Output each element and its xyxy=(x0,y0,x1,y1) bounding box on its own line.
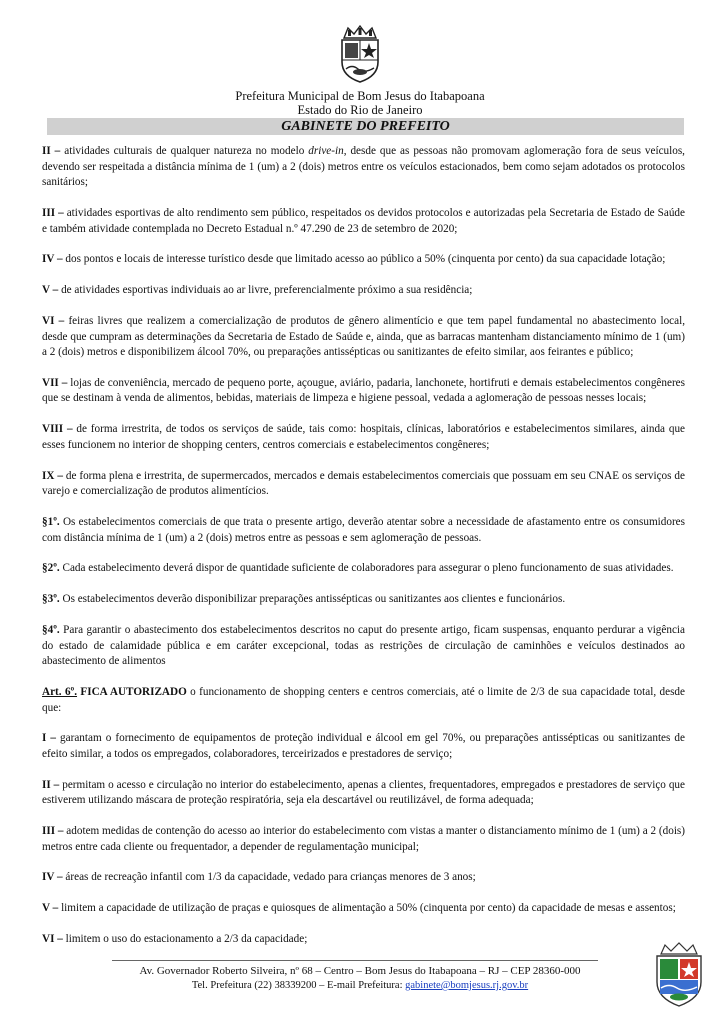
paragraph xyxy=(42,422,685,453)
paragraph xyxy=(42,731,685,762)
item-number: §1º. xyxy=(42,516,60,528)
paragraph xyxy=(42,932,685,948)
document-body xyxy=(42,144,685,963)
paragraph xyxy=(42,561,685,577)
paragraph-text: Para garantir o abastecimento dos estabelecimentos descritos no caput do presente artigo, ficam suspensas, enquanto perdurar a vigência do estado de calamidade pública e em caráter excepcional, todas as restrições de circulação de caminhões e veículos destinados ao abastecimento de alimentos xyxy=(42,623,685,668)
item-number: VI – xyxy=(42,932,63,945)
item-number: VI – xyxy=(42,314,65,327)
item-number: V – xyxy=(42,902,59,915)
institution-name: Prefeitura Municipal de Bom Jesus do Itabapoana xyxy=(235,89,485,103)
state-name: Estado do Rio de Janeiro xyxy=(297,103,423,117)
footer-contact xyxy=(0,979,720,992)
item-number: II – xyxy=(42,145,61,157)
paragraph xyxy=(42,778,685,809)
paragraph-text: de atividades esportivas individuais ao ar livre, preferencialmente próximo a sua residência; xyxy=(58,284,473,297)
item-number: II – xyxy=(42,778,60,791)
paragraph xyxy=(42,206,685,237)
coat-of-arms-icon xyxy=(334,24,386,84)
article-number: Art. 6º. xyxy=(42,685,78,698)
paragraph xyxy=(42,870,685,886)
paragraph-text: limitem a capacidade de utilização de praças e quiosques de alimentação a 50% (cinquenta por cento) da capacidade de mesas e assentos; xyxy=(58,902,676,915)
paragraph-text: áreas de recreação infantil com 1/3 da capacidade, vedado para crianças menores de 3 anos; xyxy=(62,871,476,884)
item-number: III – xyxy=(42,206,64,219)
item-number: VII – xyxy=(42,376,68,389)
paragraph-text: o funcionamento de shopping centers e centros comerciais, até o limite de 2/3 de sua capacidade total, desde que: xyxy=(42,685,685,714)
paragraph-text: de forma irrestrita, de todos os serviços de saúde, tais como: hospitais, clínicas, laboratórios e estabelecimentos similares, ainda que esses funcionem no interior de shopping centers, centros comerciais e estabelecimentos congêneres; xyxy=(42,423,685,451)
paragraph-text: adotem medidas de contenção do acesso ao interior do estabelecimento com vistas a manter o distanciamento mínimo de 1 (um) a 2 (dois) metros entre cada cliente ou frequentador, a depender de regulamentação municipal; xyxy=(42,825,686,853)
paragraph xyxy=(42,252,685,268)
paragraph-text: permitam o acesso e circulação no interior do estabelecimento, apenas a clientes, frequentadores, empregados e prestadores de serviço que estiverem utilizando máscara de proteção respiratória, seja ela descartável ou reutilizável, de forma adequada; xyxy=(42,778,685,807)
paragraph-text: garantam o fornecimento de equipamentos de proteção individual e álcool em gel 70%, ou preparações antissépticas ou sanitizantes de efeito similar, a todos os empregados, colaboradores, terceirizados e prestadores de serviço; xyxy=(42,732,685,760)
paragraph xyxy=(42,901,685,917)
item-number: VIII – xyxy=(42,423,73,436)
municipal-badge-icon xyxy=(651,942,707,1008)
item-number: IV – xyxy=(42,871,63,884)
paragraph-text: dos pontos e locais de interesse turístico desde que limitado acesso ao público a 50% (cinquenta por cento) da sua capacidade lotação; xyxy=(62,253,666,266)
paragraph xyxy=(42,515,685,546)
item-number: I – xyxy=(42,732,56,745)
paragraph xyxy=(42,314,685,361)
footer-contact-text: Tel. Prefeitura (22) 38339200 – E-mail Prefeitura: xyxy=(191,980,406,991)
paragraph-text: Os estabelecimentos deverão disponibilizar preparações antissépticas ou sanitizantes aos clientes e funcionários. xyxy=(59,593,566,606)
office-banner: GABINETE DO PREFEITO xyxy=(47,118,684,135)
article-heading: FICA AUTORIZADO xyxy=(77,685,187,698)
item-number: III – xyxy=(42,825,64,838)
paragraph-emphasis: drive-in xyxy=(308,145,344,157)
item-number: V – xyxy=(42,284,59,297)
paragraph-text: , desde que as pessoas não promovam aglomeração fora de seus veículos, devendo ser respeitada a distância mínima de 1 (um) a 2 (dois) metros entre os veículos estacionados, bem como sejam adotados os protocolos sanitários; xyxy=(42,145,685,189)
paragraph xyxy=(42,592,685,608)
paragraph-text: feiras livres que realizem a comercialização de produtos de gênero alimentício e que tem papel fundamental no abastecimento local, desde que cumpram as determinações da Secretaria de Estado de Saúde e, ainda, que as barracas mantenham distanciamento mínimo de 1 (um) a 2 (dois) metros e disponibilizem álcool 70%, ou preparações antissépticas ou sanitizantes de efeito similar, aos feirantes e público; xyxy=(42,314,686,359)
footer-divider xyxy=(112,960,598,961)
paragraph-text: atividades culturais de qualquer natureza no modelo xyxy=(60,145,309,157)
paragraph xyxy=(42,144,685,191)
paragraph-text: atividades esportivas de alto rendimento sem público, respeitados os devidos protocolos e autorizadas pela Secretaria de Estado de Saúde e também atividade contemplada no Decreto Estadual n.º 47.290 de 23 de setembro de 2020; xyxy=(42,206,685,235)
email-link[interactable]: gabinete@bomjesus.rj.gov.br xyxy=(405,980,529,991)
item-number: IV – xyxy=(42,253,63,266)
paragraph xyxy=(42,283,685,299)
item-number: IX – xyxy=(42,469,63,482)
item-number: §2º. xyxy=(42,562,60,575)
item-number: §4º. xyxy=(42,623,60,636)
paragraph xyxy=(42,623,685,670)
paragraph xyxy=(42,376,685,407)
paragraph-text: de forma plena e irrestrita, de supermercados, mercados e demais estabelecimentos comerciais que possuam em seu CNAE os serviços de varejo e comercialização de produtos alimentícios. xyxy=(42,469,685,498)
paragraph-text: Os estabelecimentos comerciais de que trata o presente artigo, deverão atentar sobre a necessidade de afastamento entre os consumidores com distância mínima de 1 (um) a 2 (dois) metros entre as pessoas e sem aglomeração de pessoas. xyxy=(42,516,685,544)
item-number: §3º. xyxy=(42,593,60,606)
article-paragraph xyxy=(42,685,685,716)
paragraph xyxy=(42,824,685,855)
paragraph xyxy=(42,469,685,500)
paragraph-text: Cada estabelecimento deverá dispor de quantidade suficiente de colaboradores para assegurar o pleno funcionamento de suas atividades. xyxy=(59,562,674,575)
paragraph-text: limitem o uso do estacionamento a 2/3 da capacidade; xyxy=(62,932,308,945)
paragraph-text: lojas de conveniência, mercado de pequeno porte, açougue, aviário, padaria, lanchonete, hortifruti e demais estabelecimentos congêneres que se destinam à venda de alimentos, bebidas, materiais de limpeza e higiene pessoal, vedada a aglomeração de pessoas nesses locais; xyxy=(42,376,685,405)
footer-address: Av. Governador Roberto Silveira, nº 68 – Centro – Bom Jesus do Itabapoana – RJ – CEP 28360-000 xyxy=(139,965,581,977)
